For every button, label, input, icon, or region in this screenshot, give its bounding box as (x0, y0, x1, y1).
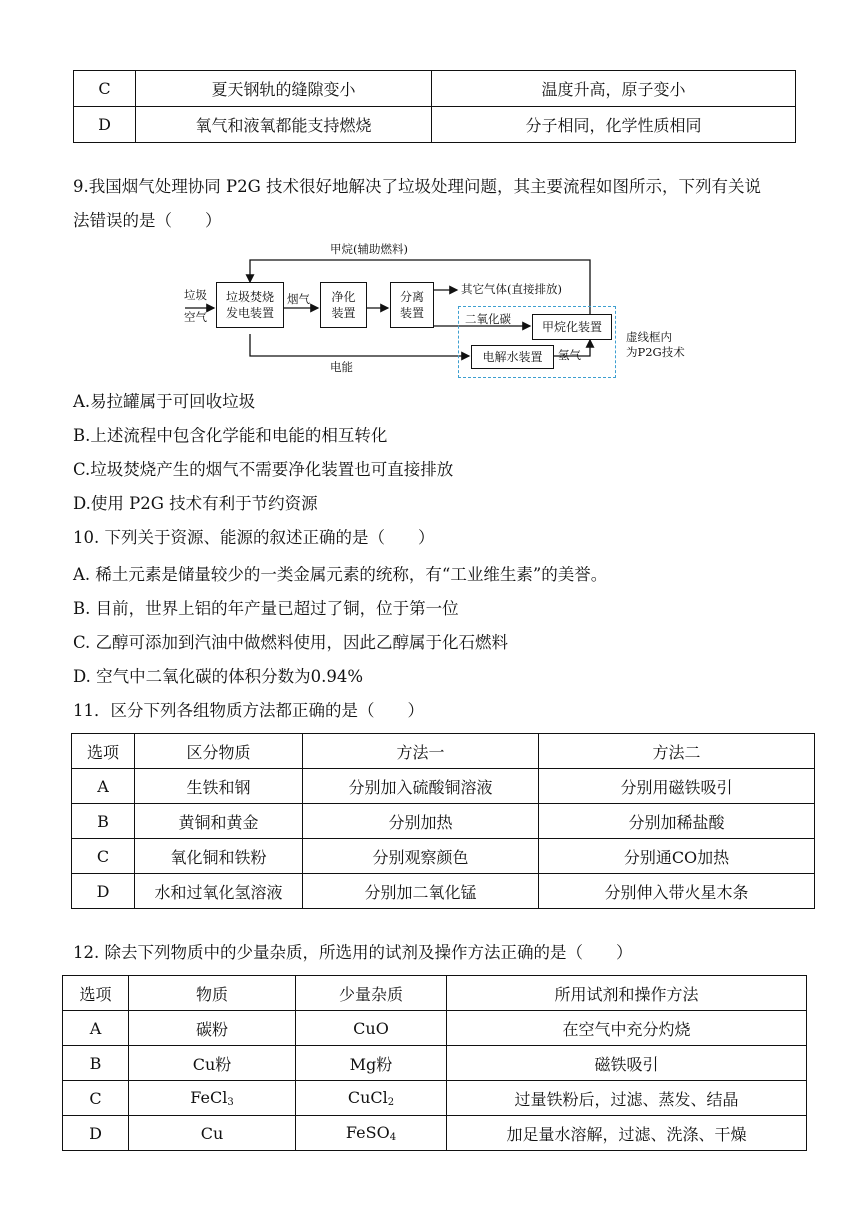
q9-option-a: A.易拉罐属于可回收垃圾 (73, 392, 256, 411)
impurity-cell: CuO (296, 1011, 447, 1046)
label-methane-return: 甲烷(辅助燃料) (330, 242, 408, 256)
box-incineration-line2: 发电装置 (225, 306, 274, 320)
header-cell: 所用试剂和操作方法 (447, 976, 807, 1011)
q9-option-b: B.上述流程中包含化学能和电能的相互转化 (73, 426, 388, 445)
phenomenon-cell: 氧气和液氧都能支持燃烧 (136, 107, 432, 143)
box-purify-line2: 装置 (331, 306, 356, 320)
option-cell: C (72, 839, 135, 874)
table-row (74, 107, 796, 143)
q10-stem: 10. 下列关于资源、能源的叙述正确的是（ ） (73, 528, 435, 547)
explanation-cell: 温度升高，原子变小 (432, 71, 796, 107)
table-header-row (72, 734, 815, 769)
q9-stem-line1: 9.我国烟气处理协同 P2G 技术很好地解决了垃圾处理问题，其主要流程如图所示，下列有关说 (73, 177, 762, 196)
formula-base: FeSO (345, 1123, 390, 1142)
note-p2g-line2: 为P2G技术 (626, 345, 685, 359)
box-purify (320, 282, 367, 328)
method-one-cell: 分别观察颜色 (303, 839, 539, 874)
label-smoke: 烟气 (287, 292, 310, 306)
method-cell: 加足量水溶解，过滤、洗涤、干燥 (447, 1116, 807, 1151)
q12-table (62, 975, 807, 1151)
method-two-cell: 分别加稀盐酸 (539, 804, 815, 839)
substance-cell (129, 1081, 296, 1116)
table-row (63, 1011, 807, 1046)
q10-option-b: B. 目前，世界上铝的年产量已超过了铜，位于第一位 (73, 599, 459, 618)
label-hydrogen: 氢气 (558, 348, 581, 362)
method-cell: 在空气中充分灼烧 (447, 1011, 807, 1046)
box-methanation (532, 314, 612, 340)
table-row (74, 71, 796, 107)
substance-cell: Cu粉 (129, 1046, 296, 1081)
option-cell: D (63, 1116, 129, 1151)
substance-cell: 生铁和钢 (135, 769, 303, 804)
table-row (72, 839, 815, 874)
impurity-cell (296, 1116, 447, 1151)
substance-cell: 碳粉 (129, 1011, 296, 1046)
header-cell: 少量杂质 (296, 976, 447, 1011)
method-one-cell: 分别加热 (303, 804, 539, 839)
note-p2g-line1: 虚线框内 (626, 330, 672, 344)
method-two-cell: 分别用磁铁吸引 (539, 769, 815, 804)
method-cell: 过量铁粉后，过滤、蒸发、结晶 (447, 1081, 807, 1116)
box-incineration-line1: 垃圾焚烧 (225, 290, 274, 304)
substance-cell: Cu (129, 1116, 296, 1151)
q10-option-a: A. 稀土元素是储量较少的一类金属元素的统称，有“工业维生素”的美誉。 (73, 565, 608, 584)
formula-base: FeCl (190, 1088, 228, 1107)
table-row (63, 1116, 807, 1151)
explanation-cell: 分子相同，化学性质相同 (432, 107, 796, 143)
option-cell: D (72, 874, 135, 909)
box-electrolysis (471, 345, 554, 369)
table-row (63, 1046, 807, 1081)
label-other-gas: 其它气体(直接排放) (461, 282, 562, 296)
box-incineration (216, 282, 284, 328)
box-methanation-label: 甲烷化装置 (541, 320, 602, 334)
box-electrolysis-label: 电解水装置 (482, 350, 543, 364)
q9-option-c: C.垃圾焚烧产生的烟气不需要净化装置也可直接排放 (73, 460, 454, 479)
formula-subscript: 4 (389, 1132, 397, 1143)
q11-table (71, 733, 815, 909)
table-row (72, 769, 815, 804)
substance-cell: 水和过氧化氢溶液 (135, 874, 303, 909)
option-cell: C (74, 71, 136, 107)
table-row (72, 804, 815, 839)
option-cell: A (72, 769, 135, 804)
box-purify-line1: 净化 (331, 290, 356, 304)
header-cell: 选项 (63, 976, 129, 1011)
table-row (72, 874, 815, 909)
q10-option-d: D. 空气中二氧化碳的体积分数为0.94% (73, 667, 364, 686)
box-separate-line2: 装置 (399, 306, 424, 320)
method-two-cell: 分别伸入带火星木条 (539, 874, 815, 909)
header-cell: 选项 (72, 734, 135, 769)
method-one-cell: 分别加二氧化锰 (303, 874, 539, 909)
q9-stem-line2: 法错误的是（ ） (73, 211, 222, 230)
formula-subscript: 3 (227, 1097, 234, 1108)
table-header-row (63, 976, 807, 1011)
label-co2: 二氧化碳 (465, 312, 511, 326)
q10-option-c: C. 乙醇可添加到汽油中做燃料使用，因此乙醇属于化石燃料 (73, 633, 509, 652)
q9-option-d: D.使用 P2G 技术有利于节约资源 (73, 494, 318, 513)
table-row (63, 1081, 807, 1116)
phenomenon-cell: 夏天钢轨的缝隙变小 (136, 71, 432, 107)
q12-stem: 12. 除去下列物质中的少量杂质，所选用的试剂及操作方法正确的是（ ） (73, 943, 633, 962)
label-air: 空气 (184, 310, 207, 324)
header-cell: 物质 (129, 976, 296, 1011)
q11-stem: 11．区分下列各组物质方法都正确的是（ ） (73, 701, 424, 720)
formula-subscript: 2 (387, 1097, 395, 1108)
box-separate (390, 282, 434, 328)
method-two-cell: 分别通CO加热 (539, 839, 815, 874)
formula-base: CuCl (347, 1088, 388, 1107)
method-one-cell: 分别加入硫酸铜溶液 (303, 769, 539, 804)
option-cell: A (63, 1011, 129, 1046)
method-cell: 磁铁吸引 (447, 1046, 807, 1081)
header-cell: 方法二 (539, 734, 815, 769)
option-cell: B (63, 1046, 129, 1081)
impurity-cell (296, 1081, 447, 1116)
option-cell: C (63, 1081, 129, 1116)
substance-cell: 氧化铜和铁粉 (135, 839, 303, 874)
box-separate-line1: 分离 (399, 290, 424, 304)
impurity-cell: Mg粉 (296, 1046, 447, 1081)
header-cell: 区分物质 (135, 734, 303, 769)
top-table (73, 70, 796, 143)
option-cell: B (72, 804, 135, 839)
option-cell: D (74, 107, 136, 143)
label-electricity: 电能 (330, 360, 353, 374)
process-flow-diagram (180, 238, 700, 380)
label-garbage: 垃圾 (184, 288, 207, 302)
header-cell: 方法一 (303, 734, 539, 769)
substance-cell: 黄铜和黄金 (135, 804, 303, 839)
